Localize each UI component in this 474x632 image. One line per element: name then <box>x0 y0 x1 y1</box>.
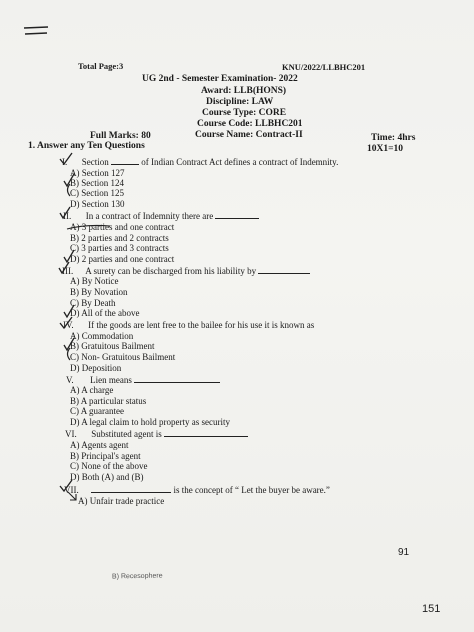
option: B) Principal's agent <box>70 451 141 461</box>
question-2 <box>63 210 259 221</box>
question-7 <box>64 484 330 495</box>
option: B) Section 124 <box>70 178 124 188</box>
question-number: V. <box>66 375 74 385</box>
option: A) Section 127 <box>70 168 125 178</box>
question-text: Section <box>81 157 109 167</box>
option: D) 2 parties and one contract <box>70 254 175 264</box>
question-text: If the goods are lent free to the bailee for his use it is known as <box>88 320 315 330</box>
option: D) All of the above <box>70 308 140 318</box>
question-4 <box>63 320 314 330</box>
option: A) Unfair trade practice <box>78 496 165 506</box>
question-number: IV. <box>63 320 74 330</box>
tick-mark-icon <box>58 205 72 221</box>
question-number: I. <box>62 157 68 167</box>
tick-mark-icon <box>58 151 74 167</box>
question-text: of Indian Contract Act defines a contract of Indemnity. <box>141 157 339 167</box>
question-6 <box>65 428 248 439</box>
instruction: 1. Answer any Ten Questions <box>28 141 145 151</box>
option: A) 3 parties and one contract <box>70 222 175 232</box>
question-1 <box>62 156 338 167</box>
course-type: Course Type: CORE <box>202 108 287 118</box>
option: A) Agents agent <box>70 440 129 450</box>
cut-off-text: B) Recesophere <box>111 572 163 581</box>
option: C) A guarantee <box>70 406 124 416</box>
award: Award: LLB(HONS) <box>201 86 287 96</box>
option: C) Non- Gratuitous Bailment <box>70 352 176 362</box>
option: D) Both (A) and (B) <box>70 472 144 482</box>
option: C) By Death <box>70 298 116 308</box>
option: B) By Novation <box>70 287 128 297</box>
bracket-mark-icon <box>64 183 72 197</box>
option: C) 3 parties and 3 contracts <box>70 243 169 253</box>
full-marks: Full Marks: 80 <box>90 131 151 141</box>
option: D) A legal claim to hold property as security <box>70 417 230 427</box>
question-text: Lien means <box>90 375 132 385</box>
bracket-mark-icon <box>64 347 72 361</box>
paper-code: KNU/2022/LLBHC201 <box>282 62 366 72</box>
tick-mark-icon <box>58 315 74 331</box>
tick-mark-icon <box>57 260 74 276</box>
course-code: Course Code: LLBHC201 <box>197 119 303 129</box>
exam-title: UG 2nd - Semester Examination- 2022 <box>142 74 298 84</box>
question-5 <box>66 374 220 385</box>
question-text: A surety can be discharged from his liability by <box>85 266 257 276</box>
question-3 <box>62 265 310 276</box>
option: B) A particular status <box>70 396 147 406</box>
option: C) None of the above <box>70 461 148 471</box>
question-number: II. <box>63 211 72 221</box>
question-number: VII. <box>64 485 79 495</box>
option: D) Section 130 <box>70 199 125 209</box>
time: Time: 4hrs <box>371 133 416 143</box>
option: C) Section 125 <box>70 188 124 198</box>
arrow-mark-icon <box>66 490 78 502</box>
option: A) A charge <box>70 385 114 395</box>
option: D) Deposition <box>70 363 122 373</box>
discipline: Discipline: LAW <box>206 97 274 107</box>
handwritten-page-number: 91 <box>398 547 410 558</box>
course-name: Course Name: Contract-II <box>195 130 303 140</box>
question-number: VI. <box>65 429 77 439</box>
page-number: 151 <box>422 603 441 615</box>
strike-mark-icon <box>66 222 112 232</box>
question-text: Substituted agent is <box>91 429 162 439</box>
option: B) 2 parties and 2 contracts <box>70 233 169 243</box>
option: B) Gratuitous Bailment <box>70 341 155 351</box>
option: A) By Notice <box>70 276 119 286</box>
question-number: III. <box>62 266 74 276</box>
option: A) Commodation <box>70 331 134 341</box>
question-text: is the concept of “ Let the buyer be aware.” <box>173 485 330 495</box>
question-text: In a contract of Indemnity there are <box>85 211 214 221</box>
total-page: Total Page:3 <box>78 61 124 71</box>
pen-mark-icon <box>22 24 50 38</box>
marks-scheme: 10X1=10 <box>367 144 404 154</box>
